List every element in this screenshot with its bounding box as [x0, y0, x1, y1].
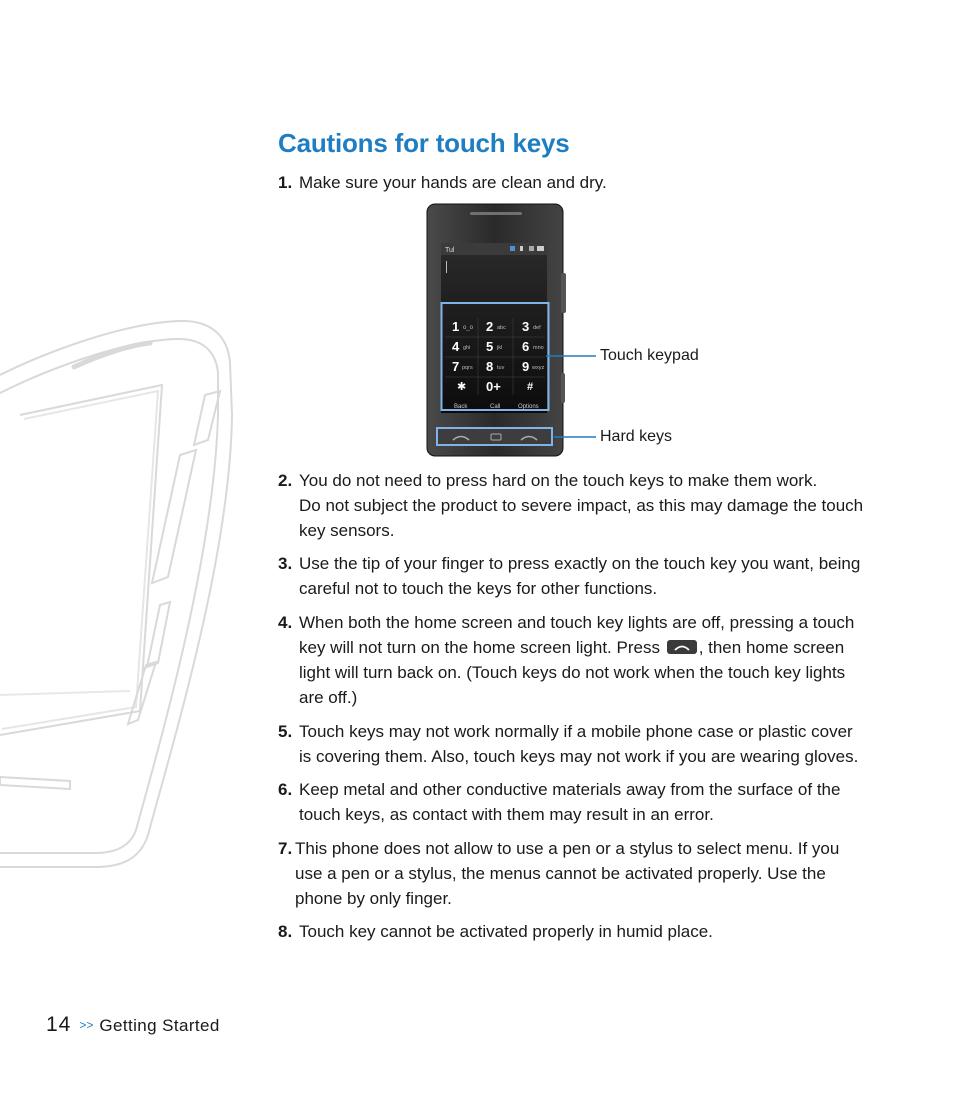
key-star: [457, 381, 466, 393]
step-6: [278, 777, 868, 827]
step-text: Touch key cannot be activated properly in humid place.: [299, 922, 713, 941]
softkey-options: Options: [518, 404, 539, 410]
step-2: [278, 468, 868, 543]
svg-text:8: 8: [486, 359, 494, 374]
key-hash: [527, 381, 533, 393]
page-title: Cautions for touch keys: [278, 128, 570, 158]
step-text: You do not need to press hard on the touch keys to make them work.: [299, 471, 818, 490]
step-text: When both the home screen and touch key lights are off, pressing a touch key will not turn on the home screen light. Press: [299, 613, 855, 657]
svg-text:#: #: [527, 381, 534, 393]
svg-text:3: 3: [522, 319, 530, 334]
footer-separator: >>: [79, 1018, 94, 1032]
step-number: 3.: [278, 554, 293, 573]
callout-lines: [546, 348, 598, 448]
svg-text:wxyz: wxyz: [532, 365, 545, 371]
step-number: 4.: [278, 613, 293, 632]
phone-outline-illustration: [0, 315, 240, 875]
page-number: 14: [46, 1013, 72, 1036]
step-number: 5.: [278, 722, 293, 741]
svg-text:Tul: Tul: [445, 247, 455, 254]
svg-text:abc: abc: [497, 325, 506, 331]
step-1: [278, 170, 868, 195]
end-key-icon: [667, 640, 697, 654]
step-4: [278, 610, 868, 710]
svg-text:6: 6: [522, 339, 530, 354]
step-text-after: , then home screen light will turn back on. (Touch keys do not work when the touch key lights are off.): [299, 638, 846, 707]
svg-text:2: 2: [486, 319, 494, 334]
step-8: [278, 919, 868, 944]
step-number: 8.: [278, 922, 293, 941]
key-0: [486, 379, 501, 394]
softkey-back: Back: [454, 404, 468, 410]
step-number: 7.: [278, 839, 293, 858]
step-number: 6.: [278, 780, 293, 799]
svg-text:pqrs: pqrs: [462, 365, 473, 371]
svg-text:1: 1: [452, 319, 460, 334]
page-footer: [46, 1013, 220, 1037]
step-text: Use the tip of your finger to press exactly on the touch key you want, being careful not to touch the keys for other functions.: [299, 554, 861, 598]
svg-text:7: 7: [452, 359, 460, 374]
step-text: This phone does not allow to use a pen or a stylus to select menu. If you use a pen or a stylus, the menus cannot be activated properly. Use the phone by only finger.: [295, 839, 840, 908]
svg-text:jkl: jkl: [497, 345, 503, 351]
step-text: Keep metal and other conductive materials away from the surface of the touch keys, as contact with them may result in an error.: [299, 780, 841, 824]
callout-touch-keypad: Touch keypad: [600, 347, 699, 364]
svg-text:4: 4: [452, 339, 460, 354]
step-number: 2.: [278, 471, 293, 490]
step-text: Touch keys may not work normally if a mobile phone case or plastic cover is covering them. Also, touch keys may not work if you are wearing gloves.: [299, 722, 859, 766]
step-text: Make sure your hands are clean and dry.: [299, 173, 607, 192]
callout-hard-keys: Hard keys: [600, 428, 673, 445]
svg-text:✱: ✱: [457, 381, 467, 393]
svg-text:def: def: [533, 325, 541, 331]
step-5: [278, 719, 868, 769]
step-text-2: Do not subject the product to severe impact, as this may damage the touch key sensors.: [299, 496, 864, 540]
step-7: [278, 836, 868, 911]
svg-text:0+: 0+: [486, 379, 501, 394]
svg-text:tuv: tuv: [497, 365, 505, 371]
section-name: Getting Started: [99, 1016, 220, 1035]
svg-text:9: 9: [522, 359, 530, 374]
step-number: 1.: [278, 173, 293, 192]
step-3: [278, 551, 868, 601]
svg-text:5: 5: [486, 339, 494, 354]
svg-text:ghi: ghi: [463, 345, 471, 351]
svg-text:o_o: o_o: [463, 325, 474, 331]
softkey-call: Call: [490, 404, 501, 410]
svg-text:mno: mno: [533, 345, 544, 351]
